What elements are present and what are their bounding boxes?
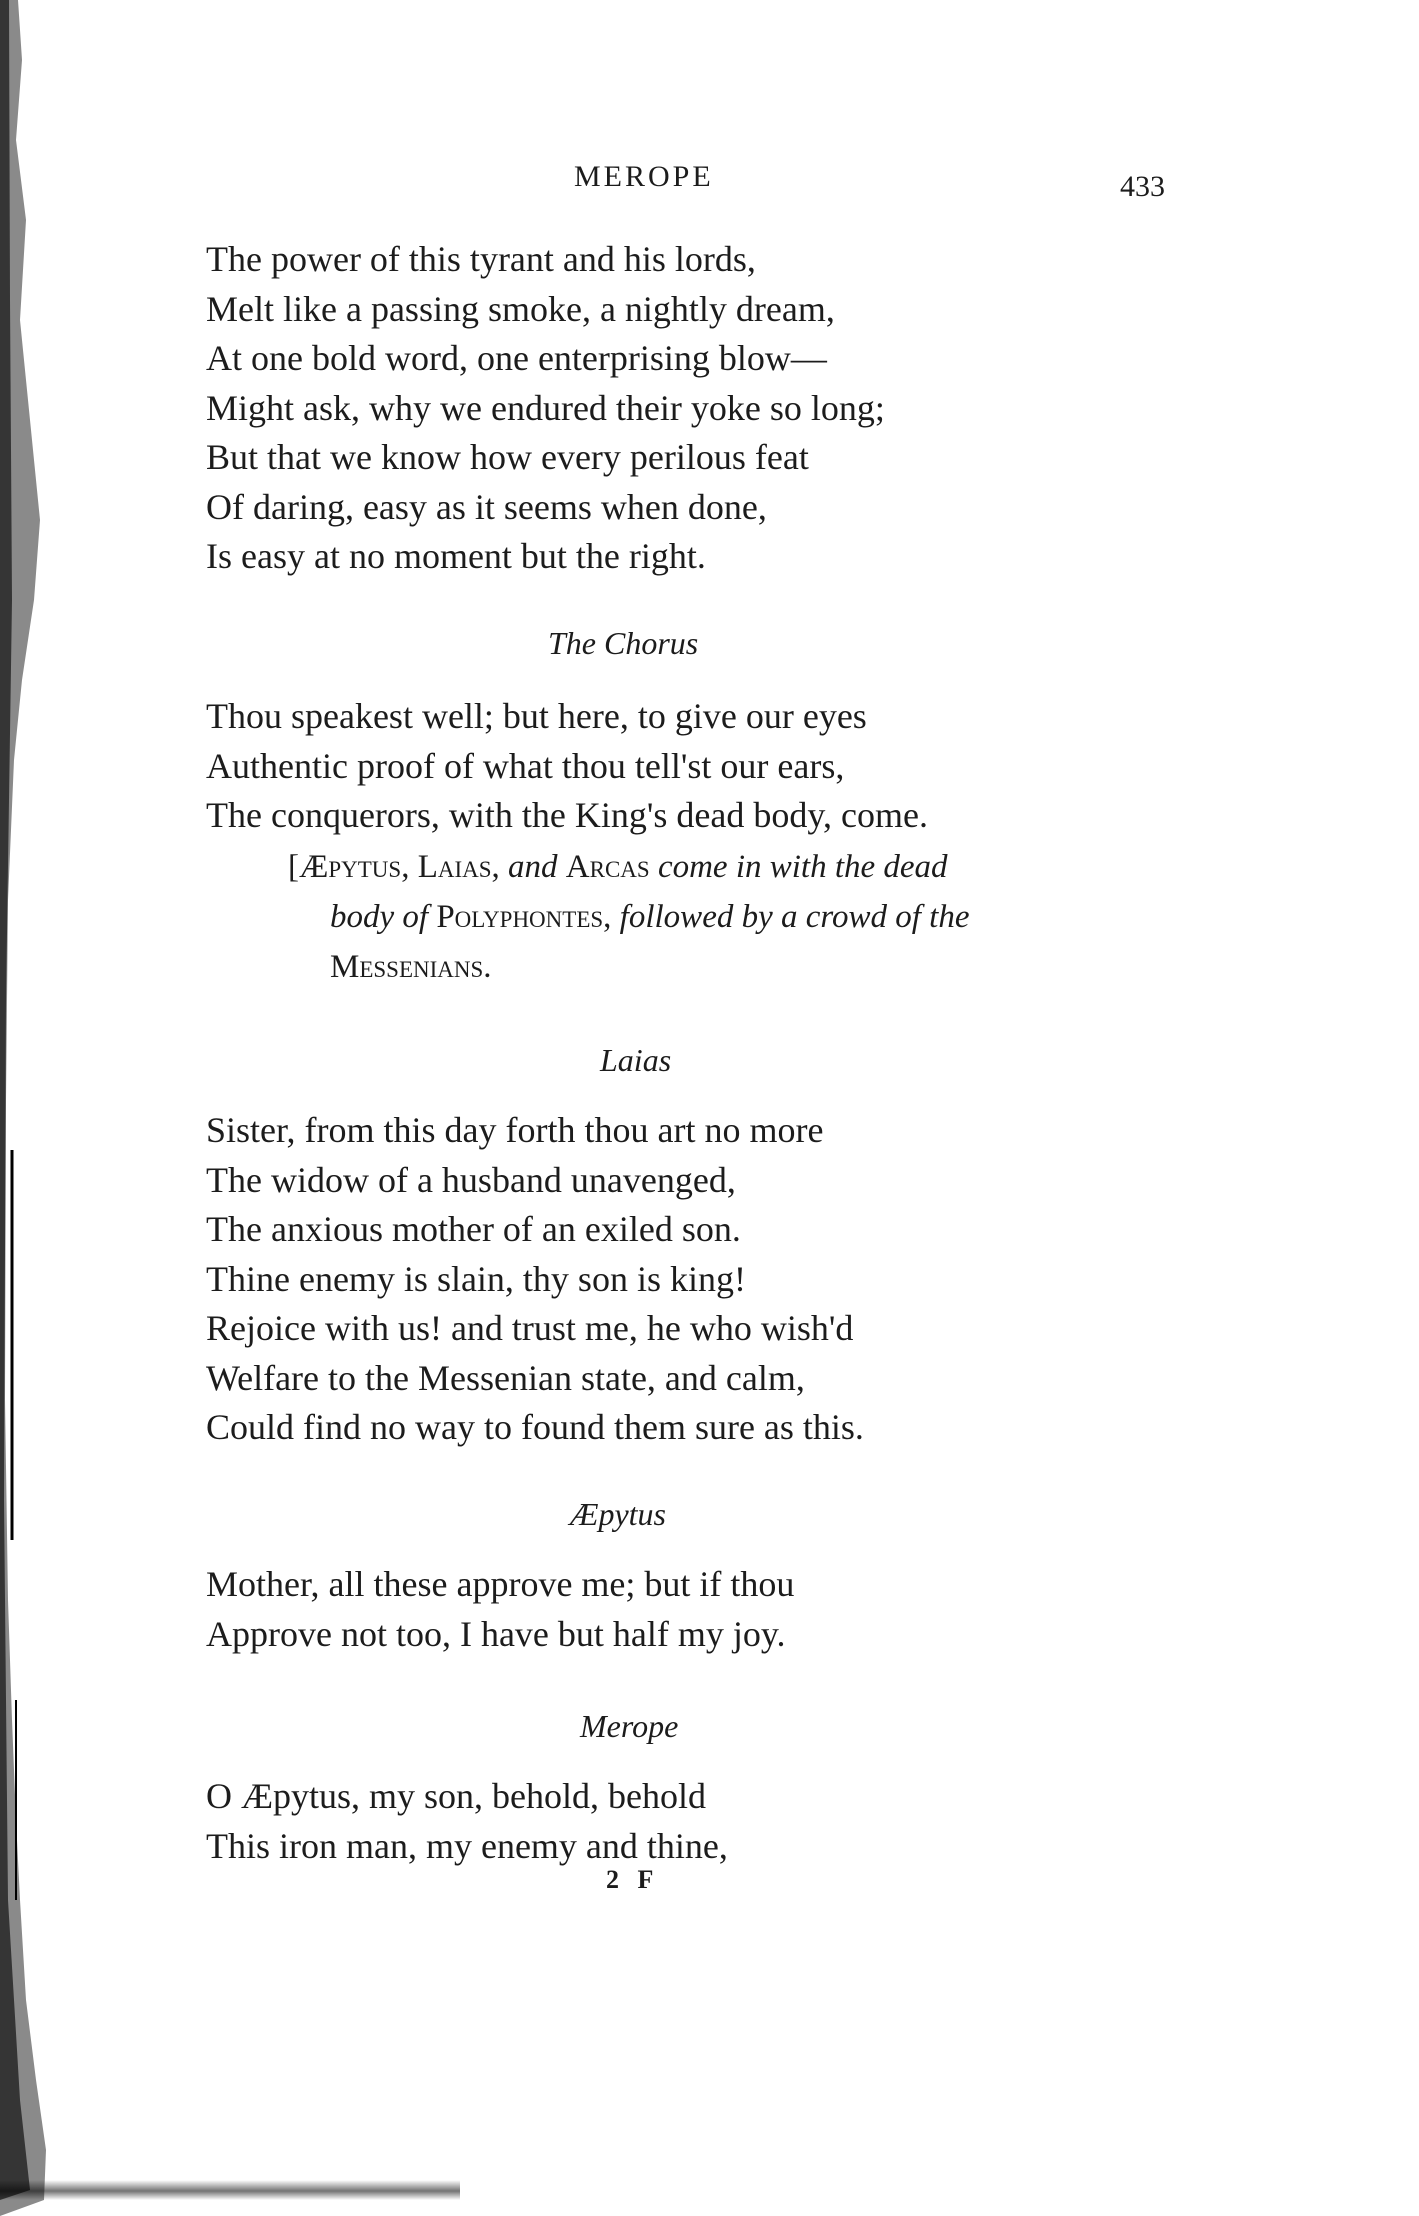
verse-line: Rejoice with us! and trust me, he who wish'd (206, 1308, 854, 1348)
speaker-heading-chorus: The Chorus (548, 625, 699, 661)
stage-separator (650, 849, 658, 885)
verse-line: Could find no way to found them sure as this. (206, 1407, 864, 1447)
verse-line: Welfare to the Messenian state, and calm, (206, 1357, 805, 1398)
stage-text: followed by a crowd of the (619, 899, 970, 935)
stage-direction-line (288, 842, 970, 892)
verse-passage-5 (206, 1772, 728, 1871)
speaker-heading-laias: Laias (600, 1042, 672, 1078)
verse-line: But that we know how every perilous feat (206, 437, 809, 477)
scanned-page-edge (0, 0, 90, 2216)
page-number: 433 (1120, 170, 1165, 203)
verse-line: The conquerors, with the King's dead body, come. (206, 795, 928, 835)
signature-mark: 2 F (606, 1865, 660, 1894)
stage-direction-line (288, 892, 970, 942)
running-title: MEROPE (574, 160, 714, 193)
verse-line: The power of this tyrant and his lords, (206, 239, 756, 279)
speaker-heading-merope: Merope (580, 1708, 679, 1744)
verse-line: Approve not too, I have but half my joy. (206, 1613, 786, 1654)
stage-separator: , (603, 899, 620, 935)
verse-passage-2 (206, 692, 928, 841)
verse-line: O Æpytus, my son, behold, behold (206, 1776, 706, 1816)
verse-line: Sister, from this day forth thou art no more (206, 1110, 824, 1150)
verse-passage-3 (206, 1106, 864, 1453)
verse-line: Melt like a passing smoke, a nightly dream, (206, 288, 835, 329)
stage-direction-line (288, 942, 970, 992)
verse-line: Thine enemy is slain, thy son is king! (206, 1258, 746, 1299)
stage-text: come in with the dead (657, 849, 948, 885)
verse-line: Is easy at no moment but the right. (206, 536, 706, 576)
verse-line: Of daring, easy as it seems when done, (206, 486, 767, 527)
verse-line: At one bold word, one enterprising blow— (206, 338, 827, 378)
verse-passage-4 (206, 1560, 794, 1659)
verse-line: Authentic proof of what thou tell'st our ears, (206, 745, 845, 786)
stage-text: body of (330, 899, 429, 935)
character-laias: Laias (417, 849, 492, 885)
character-polyphontes: Polyphontes (436, 899, 604, 935)
verse-line: This iron man, my enemy and thine, (206, 1825, 728, 1866)
verse-line: The widow of a husband unavenged, (206, 1159, 736, 1200)
verse-line: Might ask, why we endured their yoke so long; (206, 387, 885, 428)
stage-and: and (508, 849, 558, 885)
stage-separator: , (491, 849, 509, 885)
verse-line: Mother, all these approve me; but if thou (206, 1564, 795, 1604)
speaker-heading-aepytus: Æpytus (570, 1496, 666, 1532)
verse-line: Thou speakest well; but here, to give our eyes (206, 696, 867, 736)
stage-direction (288, 842, 970, 992)
verse-line: The anxious mother of an exiled son. (206, 1209, 741, 1249)
page-bottom-shadow (0, 2180, 460, 2200)
verse-passage-1 (206, 235, 885, 582)
stage-separator: , (401, 849, 418, 885)
character-arcas: Arcas (565, 849, 650, 885)
stage-bracket: [ (288, 849, 299, 885)
stage-separator (558, 849, 566, 885)
character-messenians: Messenians. (330, 949, 492, 985)
character-aepytus: Æpytus (299, 849, 402, 885)
